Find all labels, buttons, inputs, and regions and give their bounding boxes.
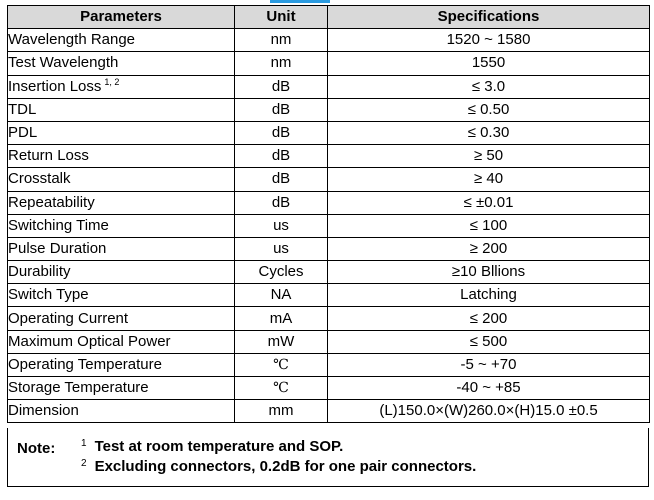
table-row: [8, 261, 650, 284]
specification-cell: ≤ 500: [328, 330, 650, 353]
footnote-reference: 1, 2: [104, 76, 120, 87]
parameter-name: Durability: [8, 263, 71, 281]
unit-cell: NA: [235, 284, 328, 307]
parameter-name: Insertion Loss: [8, 77, 102, 95]
unit-cell: us: [235, 214, 328, 237]
parameter-cell: [8, 237, 235, 260]
table-row: [8, 214, 650, 237]
parameter-name: Switch Type: [8, 286, 89, 304]
parameter-cell: [8, 330, 235, 353]
parameter-name: Operating Temperature: [8, 355, 162, 373]
parameter-cell: [8, 261, 235, 284]
table-row: [8, 121, 650, 144]
note-text-2: Excluding connectors, 0.2dB for one pair connectors.: [94, 458, 477, 475]
parameter-name: Storage Temperature: [8, 379, 149, 397]
table-row: [8, 237, 650, 260]
parameter-name: Maximum Optical Power: [8, 332, 171, 350]
parameter-cell: [8, 145, 235, 168]
table-header-row: [8, 6, 650, 29]
table-row: [8, 400, 650, 423]
table-row: [8, 330, 650, 353]
parameter-name: Test Wavelength: [8, 54, 119, 72]
note-item-1: [81, 438, 343, 455]
note-box: [7, 428, 649, 487]
parameter-name: Crosstalk: [8, 170, 71, 188]
parameter-name: Pulse Duration: [8, 239, 107, 257]
header-unit: Unit: [235, 6, 328, 29]
table-row: [8, 307, 650, 330]
parameter-name: TDL: [8, 100, 37, 118]
top-accent-bar: [270, 0, 330, 3]
parameter-cell: [8, 191, 235, 214]
unit-cell: mW: [235, 330, 328, 353]
table-body: [8, 29, 650, 423]
note-number-1: 1: [81, 438, 87, 449]
unit-cell: mm: [235, 400, 328, 423]
parameter-cell: [8, 75, 235, 98]
unit-cell: ℃: [235, 353, 328, 376]
unit-cell: dB: [235, 168, 328, 191]
table-row: [8, 284, 650, 307]
parameter-cell: [8, 284, 235, 307]
note-text-1: Test at room temperature and SOP.: [94, 438, 344, 455]
specification-cell: -5 ~ +70: [328, 353, 650, 376]
parameter-name: Repeatability: [8, 193, 95, 211]
unit-cell: Cycles: [235, 261, 328, 284]
table-row: [8, 191, 650, 214]
unit-cell: nm: [235, 29, 328, 52]
parameter-name: Dimension: [8, 402, 79, 420]
specification-cell: Latching: [328, 284, 650, 307]
parameter-name: Wavelength Range: [8, 31, 136, 49]
unit-cell: us: [235, 237, 328, 260]
table-row: [8, 75, 650, 98]
unit-cell: dB: [235, 75, 328, 98]
parameter-cell: [8, 377, 235, 400]
table-row: [8, 98, 650, 121]
note-label: Note:: [17, 440, 56, 457]
parameter-cell: [8, 214, 235, 237]
header-specifications: Specifications: [328, 6, 650, 29]
unit-cell: ℃: [235, 377, 328, 400]
specification-cell: (L)150.0×(W)260.0×(H)15.0 ±0.5: [328, 400, 650, 423]
note-item-2: [81, 458, 476, 475]
note-number-2: 2: [81, 458, 87, 469]
specification-cell: ≥ 200: [328, 237, 650, 260]
specifications-table: [7, 5, 650, 423]
parameter-name: Switching Time: [8, 216, 109, 234]
specification-cell: ≤ 3.0: [328, 75, 650, 98]
specification-cell: -40 ~ +85: [328, 377, 650, 400]
table-row: [8, 145, 650, 168]
header-parameters: Parameters: [8, 6, 235, 29]
parameter-cell: [8, 121, 235, 144]
table-row: [8, 353, 650, 376]
table-row: [8, 377, 650, 400]
specification-cell: 1520 ~ 1580: [328, 29, 650, 52]
unit-cell: nm: [235, 52, 328, 75]
specification-cell: ≥ 40: [328, 168, 650, 191]
specification-cell: ≤ 0.50: [328, 98, 650, 121]
parameter-cell: [8, 98, 235, 121]
specification-cell: 1550: [328, 52, 650, 75]
specification-cell: ≤ 200: [328, 307, 650, 330]
parameter-cell: [8, 52, 235, 75]
specification-cell: ≥ 50: [328, 145, 650, 168]
parameter-cell: [8, 307, 235, 330]
specification-cell: ≤ ±0.01: [328, 191, 650, 214]
specification-cell: ≤ 0.30: [328, 121, 650, 144]
parameter-cell: [8, 29, 235, 52]
parameter-cell: [8, 400, 235, 423]
table-row: [8, 168, 650, 191]
parameter-cell: [8, 353, 235, 376]
unit-cell: dB: [235, 191, 328, 214]
parameter-name: Return Loss: [8, 147, 89, 165]
table-row: [8, 29, 650, 52]
parameter-name: Operating Current: [8, 309, 129, 327]
table-row: [8, 52, 650, 75]
parameter-cell: [8, 168, 235, 191]
specification-cell: ≥10 Bllions: [328, 261, 650, 284]
unit-cell: dB: [235, 98, 328, 121]
specification-cell: ≤ 100: [328, 214, 650, 237]
unit-cell: mA: [235, 307, 328, 330]
unit-cell: dB: [235, 145, 328, 168]
parameter-name: PDL: [8, 124, 38, 142]
unit-cell: dB: [235, 121, 328, 144]
